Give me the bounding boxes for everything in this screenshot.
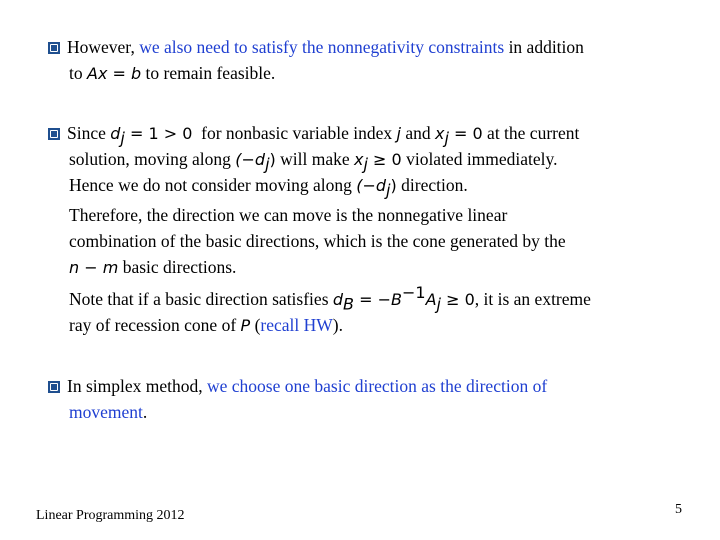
highlight-text: we also need to satisfy the nonnegativity constraints — [139, 37, 505, 57]
text: Note that if a basic direction satisfies — [69, 289, 333, 309]
bullet-2-line-2 — [48, 146, 688, 172]
square-bullet-icon — [48, 128, 60, 140]
bullet-3-line-1 — [48, 373, 688, 399]
math-var: j — [396, 124, 401, 143]
footer-course-title: Linear Programming 2012 — [36, 508, 185, 523]
text: and — [400, 123, 435, 143]
bullet-3-line-2 — [48, 399, 688, 425]
text: Hence we do not consider moving along — [69, 175, 357, 195]
math-expr: = 1 > 0 — [124, 124, 193, 143]
math-expr: ) — [390, 176, 397, 195]
page-number: 5 — [675, 502, 682, 517]
text: at the current — [482, 123, 580, 143]
text: will make — [275, 149, 355, 169]
bullet-2-line-6 — [48, 254, 688, 280]
bullet-1 — [48, 34, 688, 86]
text: , it is an extreme — [474, 289, 591, 309]
math-sup: −1 — [402, 283, 426, 303]
math-var: d — [110, 124, 121, 143]
text: to — [69, 63, 87, 83]
bullet-2 — [48, 120, 688, 338]
text: direction. — [396, 175, 468, 195]
math-var: P — [240, 316, 251, 335]
math-sub: j — [386, 180, 391, 200]
text: . — [142, 402, 148, 422]
recall-hw-link: recall HW — [260, 315, 333, 335]
math-expr: ≥ 0 — [367, 150, 402, 169]
math-expr: n − m — [69, 258, 119, 277]
bullet-1-line-1 — [48, 34, 688, 60]
bullet-1-line-2 — [48, 60, 688, 86]
highlight-text: movement — [69, 402, 143, 422]
bullet-2-line-5: combination of the basic directions, which is the cone generated by the — [69, 231, 566, 251]
math-equation: Ax = b — [87, 64, 142, 83]
text: However, — [67, 37, 140, 57]
text: in addition — [504, 37, 584, 57]
math-var: x — [354, 150, 364, 169]
bullet-2-line-4: Therefore, the direction we can move is the nonnegative linear — [69, 205, 508, 225]
text: for nonbasic variable index — [192, 123, 397, 143]
bullet-3 — [48, 373, 688, 425]
math-sub: j — [363, 154, 368, 174]
math-var: d — [332, 290, 344, 309]
text: ray of recession cone of — [69, 315, 241, 335]
text: to remain feasible. — [141, 63, 276, 83]
text: In simplex method, — [67, 376, 207, 396]
math-expr: (−d — [235, 150, 266, 169]
math-expr: = −B — [354, 290, 402, 309]
math-var: x — [434, 124, 445, 143]
text: ( — [250, 315, 261, 335]
text: ). — [332, 315, 343, 335]
math-expr: = 0 — [448, 124, 483, 143]
bullet-2-line-1 — [48, 120, 688, 146]
math-var: A — [425, 290, 437, 309]
text: violated immediately. — [401, 149, 558, 169]
bullet-2-line-8 — [48, 312, 688, 338]
math-sub: j — [265, 154, 270, 174]
bullet-2-line-7 — [48, 283, 688, 314]
square-bullet-icon — [48, 381, 60, 393]
bullet-2-line-3 — [48, 172, 688, 198]
text: Since — [67, 123, 111, 143]
math-sub: j — [120, 128, 125, 148]
math-sub: j — [436, 294, 441, 314]
math-expr: ) — [269, 150, 276, 169]
math-expr: (−d — [356, 176, 387, 195]
math-expr: ≥ 0 — [441, 290, 475, 309]
math-sub: j — [444, 128, 449, 148]
math-sub: B — [343, 294, 355, 314]
text: solution, moving along — [69, 149, 236, 169]
highlight-text: we choose one basic direction as the direction of — [206, 376, 548, 396]
text: basic directions. — [118, 257, 237, 277]
square-bullet-icon — [48, 42, 60, 54]
